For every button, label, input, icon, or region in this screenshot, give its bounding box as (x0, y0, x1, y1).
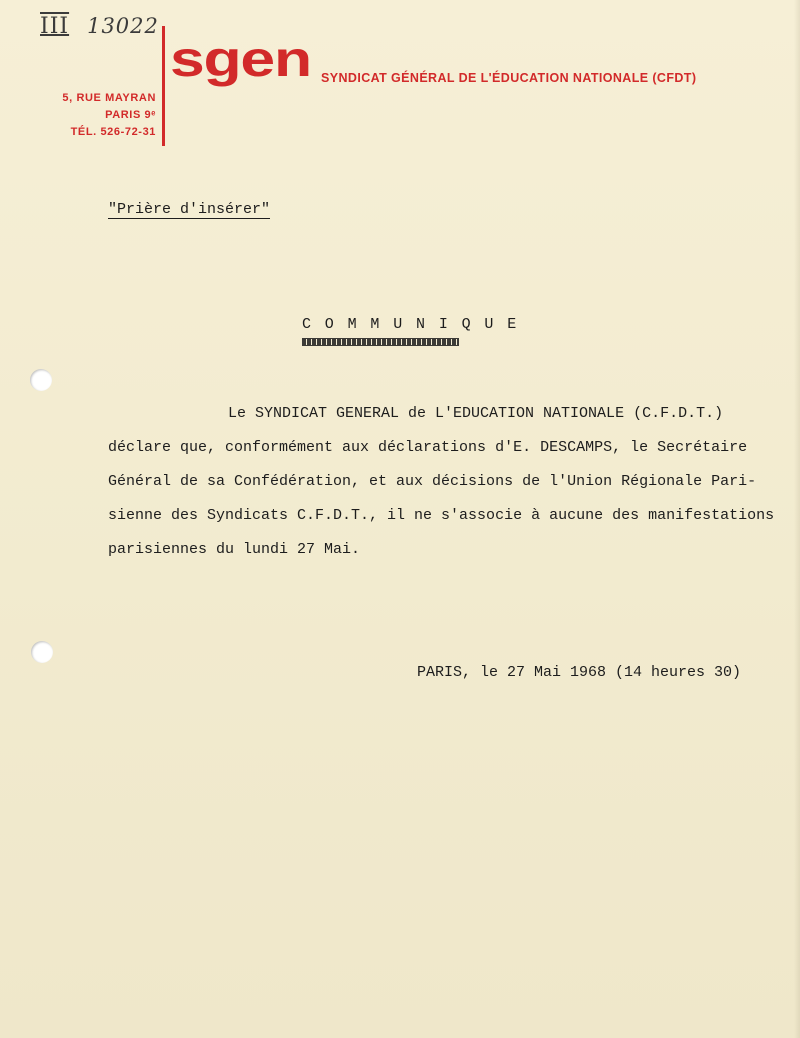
sgen-logo: sgen (170, 31, 311, 87)
body-line-1: Le SYNDICAT GENERAL de L'EDUCATION NATIONALE (C.F.D.T.) (228, 405, 724, 422)
punch-hole-top (30, 369, 52, 391)
title-typed-underline (302, 338, 459, 346)
dateline: PARIS, le 27 Mai 1968 (14 heures 30) (417, 664, 742, 681)
union-full-name: SYNDICAT GÉNÉRAL DE L'ÉDUCATION NATIONALE (CFDT) (321, 71, 697, 85)
body-line-3: Général de sa Confédération, et aux décisions de l'Union Régionale Pari- (108, 473, 757, 490)
body-line-2: déclare que, conformément aux déclarations d'E. DESCAMPS, le Secrétaire (108, 439, 748, 456)
paper-edge-shadow (794, 0, 800, 1038)
address-phone: TÉL. 526-72-31 (70, 126, 156, 138)
archive-series-roman: III (40, 14, 70, 39)
insert-note-text: "Prière d'insérer" (108, 201, 271, 218)
punch-hole-bottom (31, 641, 53, 663)
address-street: 5, RUE MAYRAN (62, 92, 156, 104)
address-city: PARIS 9ᵉ (105, 109, 156, 121)
body-line-4: sienne des Syndicats C.F.D.T., il ne s'associe à aucune des manifestations (108, 507, 775, 524)
communique-body (108, 397, 775, 567)
letterhead-address (62, 90, 156, 141)
communique-title: C O M M U N I Q U E (302, 316, 519, 333)
letterhead-divider (162, 26, 165, 146)
archive-number: 13022 (87, 14, 159, 38)
body-line-5: parisiennes du lundi 27 Mai. (108, 541, 361, 558)
archive-reference (40, 14, 159, 39)
insert-note (108, 201, 270, 218)
